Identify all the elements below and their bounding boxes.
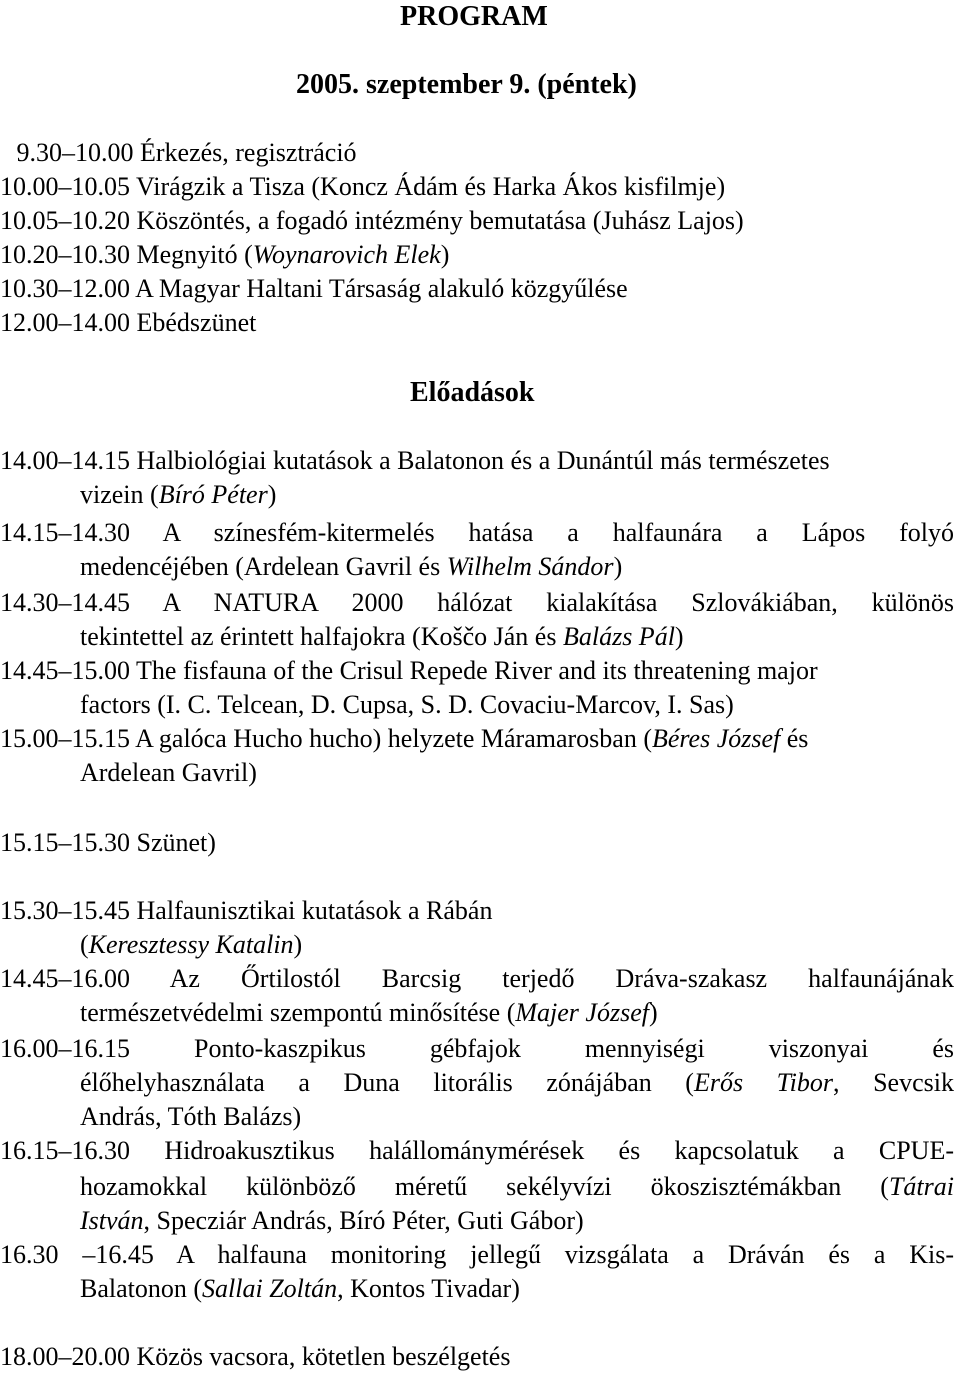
talk-title: Halbiológiai kutatások a Balatonon és a Dunántúl más természetes xyxy=(136,446,830,475)
talk-title: ( xyxy=(80,930,89,959)
time-label: 16.15–16.30 xyxy=(0,1136,130,1165)
talk-title: tekintettel az érintett halfajokra (Koščo Ján és xyxy=(80,622,563,651)
talk-title: A színesfém-kitermelés hatása a halfaunára a Lápos folyó xyxy=(162,518,954,547)
speaker-name: Tátrai xyxy=(888,1172,954,1201)
schedule-row xyxy=(0,826,216,860)
speaker-name: Majer József xyxy=(515,998,649,1027)
event-text: Érkezés, regisztráció xyxy=(140,138,357,167)
time-label: 15.30–15.45 xyxy=(0,896,130,925)
schedule-row xyxy=(0,272,628,306)
page-title: PROGRAM xyxy=(400,1,548,32)
speaker-name: Woynarovich Elek xyxy=(252,240,441,269)
talk-line xyxy=(0,586,954,620)
talk-line xyxy=(80,928,302,962)
talk-line xyxy=(0,444,830,478)
date-heading: 2005. szeptember 9. (péntek) xyxy=(296,69,637,100)
talk-title: vizein ( xyxy=(80,480,159,509)
event-text: Ebédszünet xyxy=(136,308,257,337)
talk-title: ) xyxy=(674,622,684,651)
talk-line xyxy=(80,1170,954,1204)
time-label: 10.30–12.00 xyxy=(0,274,130,303)
talk-title: The fisfauna of the Crisul Repede River and its threatening major xyxy=(136,656,818,685)
time-label: 16.30 –16.45 xyxy=(0,1240,154,1269)
talk-title: A halfauna monitoring jellegű vizsgálata a Dráván és a Kis- xyxy=(176,1240,954,1269)
time-label: 15.15–15.30 xyxy=(0,828,130,857)
time-label: 10.00–10.05 xyxy=(0,172,130,201)
talk-line xyxy=(0,894,492,928)
talk-line: András, Tóth Balázs) xyxy=(80,1102,302,1131)
talk-title: medencéjében (Ardelean Gavril és xyxy=(80,552,447,581)
time-label: 18.00–20.00 xyxy=(0,1342,130,1371)
talk-title: A NATURA 2000 hálózat kialakítása Szlovákiában, különös xyxy=(162,588,954,617)
event-text-part: Megnyitó ( xyxy=(136,240,253,269)
event-text: Közös vacsora, kötetlen beszélgetés xyxy=(136,1342,511,1371)
event-text: Szünet) xyxy=(136,828,216,857)
talk-line xyxy=(80,1204,584,1238)
talk-line xyxy=(80,996,658,1030)
talk-line xyxy=(80,478,276,512)
talk-line xyxy=(80,1272,520,1306)
time-label: 10.05–10.20 xyxy=(0,206,130,235)
talk-line xyxy=(0,516,954,550)
talk-line: factors (I. C. Telcean, D. Cupsa, S. D. Covaciu-Marcov, I. Sas) xyxy=(80,690,734,719)
schedule-row xyxy=(0,170,725,204)
talk-line xyxy=(0,654,818,688)
talk-title: ) xyxy=(613,552,623,581)
talk-title: Halfaunisztikai kutatások a Rábán xyxy=(136,896,493,925)
talk-line xyxy=(80,550,622,584)
talk-title: Balatonon ( xyxy=(80,1274,203,1303)
event-text-part: ) xyxy=(440,240,450,269)
time-label: 9.30–10.00 xyxy=(10,138,134,167)
time-label: 15.00–15.15 xyxy=(0,724,130,753)
talk-title: , Specziár András, Bíró Péter, Guti Gábor) xyxy=(143,1206,584,1235)
talk-title: ) xyxy=(648,998,658,1027)
time-label: 12.00–14.00 xyxy=(0,308,130,337)
schedule-row xyxy=(0,306,256,340)
speaker-name: István xyxy=(80,1206,144,1235)
speaker-name: Bíró Péter xyxy=(158,480,268,509)
schedule-row xyxy=(10,136,357,170)
talk-line xyxy=(0,722,808,756)
schedule-row xyxy=(0,204,744,238)
talk-title: ) xyxy=(293,930,303,959)
time-label: 16.00–16.15 xyxy=(0,1034,130,1063)
time-label: 14.15–14.30 xyxy=(0,518,130,547)
section-title: Előadások xyxy=(410,377,535,408)
talk-line: Ardelean Gavril) xyxy=(80,758,257,787)
talk-title: élőhelyhasználata a Duna litorális zónájában ( xyxy=(80,1068,694,1097)
talk-title: Hidroakusztikus halállománymérések és kapcsolatuk a CPUE- xyxy=(164,1136,955,1165)
talk-title: , Sevcsik xyxy=(833,1068,954,1097)
event-text: Köszöntés, a fogadó intézmény bemutatása (Juhász Lajos) xyxy=(136,206,744,235)
speaker-name: Béres József xyxy=(651,724,781,753)
talk-title: Ponto-kaszpikus gébfajok mennyiségi viszonyai és xyxy=(194,1034,954,1063)
speaker-name: Wilhelm Sándor xyxy=(446,552,614,581)
event-text: A Magyar Haltani Társaság alakuló közgyűlése xyxy=(135,274,628,303)
schedule-row xyxy=(0,1340,510,1374)
time-label: 14.00–14.15 xyxy=(0,446,130,475)
talk-line xyxy=(80,620,684,654)
time-label: 10.20–10.30 xyxy=(0,240,130,269)
talk-title: A galóca Hucho hucho) helyzete Máramarosban ( xyxy=(135,724,652,753)
event-text: Virágzik a Tisza (Koncz Ádám és Harka Ákos kisfilmje) xyxy=(136,172,726,201)
talk-line xyxy=(0,1238,954,1272)
talk-title: és xyxy=(780,724,809,753)
schedule-row xyxy=(0,238,449,272)
talk-title: Az Őrtilostól Barcsig terjedő Dráva-szakasz halfaunájának xyxy=(169,964,954,993)
speaker-name: Sallai Zoltán xyxy=(202,1274,338,1303)
speaker-name: Keresztessy Katalin xyxy=(88,930,294,959)
speaker-name: Balázs Pál xyxy=(562,622,675,651)
talk-title: hozamokkal különböző méretű sekélyvízi ökoszisztémákban ( xyxy=(80,1172,889,1201)
time-label: 14.45–16.00 xyxy=(0,964,130,993)
talk-line xyxy=(80,1066,954,1100)
talk-title: , Kontos Tivadar) xyxy=(337,1274,520,1303)
talk-line xyxy=(0,962,954,996)
time-label: 14.30–14.45 xyxy=(0,588,130,617)
talk-title: természetvédelmi szempontú minősítése ( xyxy=(80,998,516,1027)
speaker-name: Erős Tibor xyxy=(693,1068,834,1097)
talk-line xyxy=(0,1032,954,1066)
talk-title: ) xyxy=(267,480,277,509)
event-text xyxy=(137,240,450,269)
time-label: 14.45–15.00 xyxy=(0,656,130,685)
talk-line xyxy=(0,1134,954,1168)
